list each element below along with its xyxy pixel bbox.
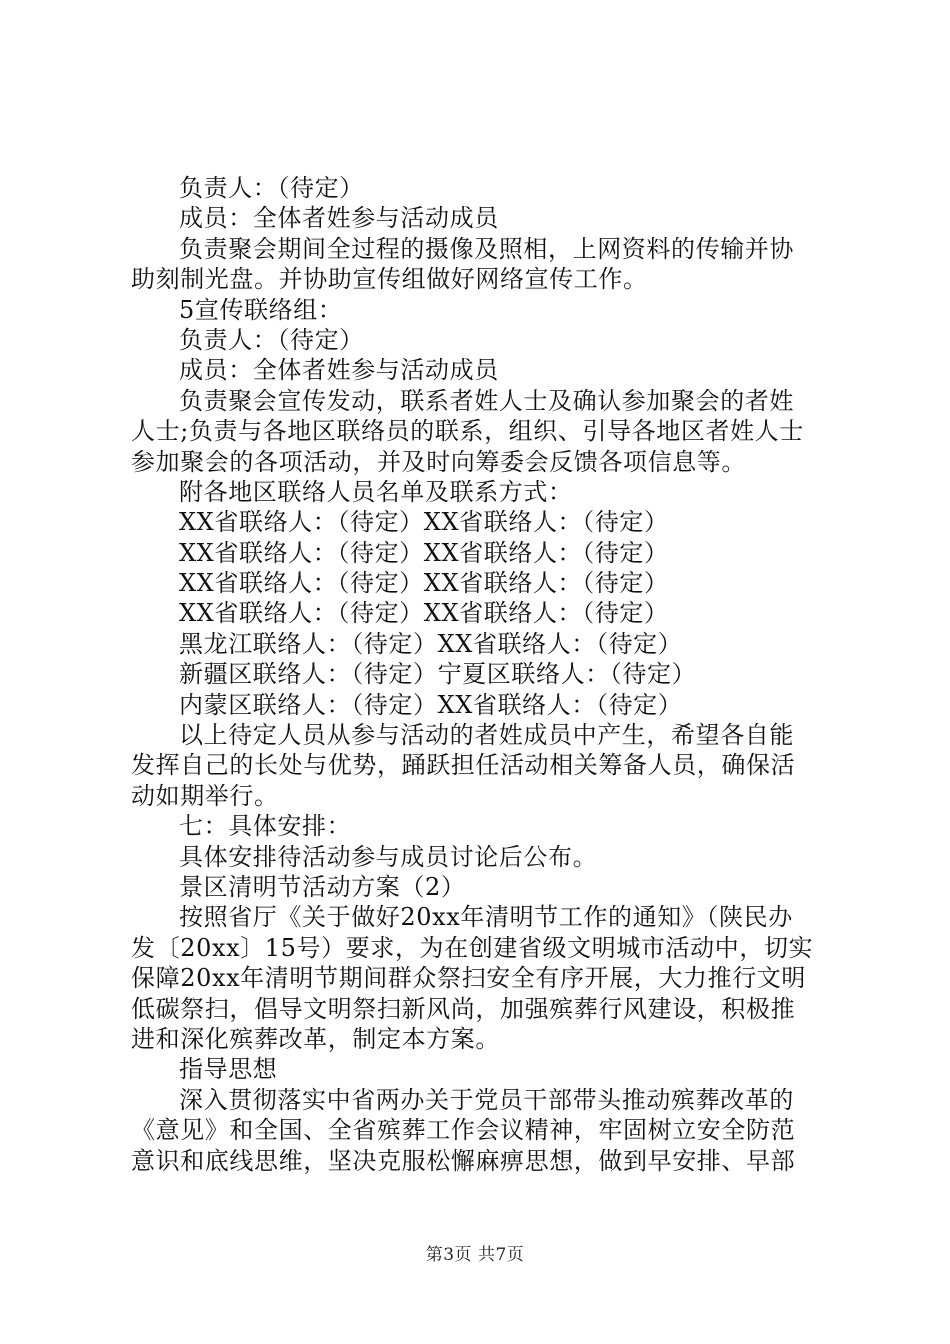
text-line: 深入贯彻落实中省两办关于党员干部带头推动殡葬改革的 <box>179 1085 794 1114</box>
section-heading: 景区清明节活动方案（2） <box>179 872 466 901</box>
text-line: 低碳祭扫，倡导文明祭扫新风尚，加强殡葬行风建设，积极推 <box>131 994 796 1023</box>
contact-line: 黑龙江联络人：（待定）XX省联络人：（待定） <box>179 629 683 658</box>
text-line: 进和深化殡葬改革，制定本方案。 <box>131 1024 500 1053</box>
section-heading: 指导思想 <box>179 1055 278 1084</box>
page-footer: 第3页 共7页 <box>425 1245 525 1265</box>
text-line: 人士;负责与各地区联络员的联系，组织、引导各地区者姓人士 <box>131 417 804 446</box>
document-body <box>131 173 831 1176</box>
text-line: 保障20xx年清明节期间群众祭扫安全有序开展，大力推行文明 <box>131 964 807 993</box>
text-line: 负责人：（待定） <box>179 174 364 202</box>
text-line: 附各地区联络人员名单及联系方式： <box>179 477 573 506</box>
text-line: 助刻制光盘。并协助宣传组做好网络宣传工作。 <box>131 265 648 294</box>
text-line: 负责聚会宣传发动，联系者姓人士及确认参加聚会的者姓 <box>179 386 794 415</box>
text-line: 发〔20xx〕15号）要求，为在创建省级文明城市活动中，切实 <box>131 933 814 962</box>
section-heading: 七：具体安排： <box>179 812 352 841</box>
text-line: 以上待定人员从参与活动的者姓成员中产生，希望各自能 <box>179 721 794 750</box>
contact-line: XX省联络人：（待定）XX省联络人：（待定） <box>179 538 669 567</box>
text-line: 《意见》和全国、全省殡葬工作会议精神，牢固树立安全防范 <box>131 1116 796 1145</box>
contact-line: 内蒙区联络人：（待定）XX省联络人：（待定） <box>179 690 683 719</box>
contact-line: XX省联络人：（待定）XX省联络人：（待定） <box>179 599 669 628</box>
contact-line: XX省联络人：（待定）XX省联络人：（待定） <box>179 508 669 537</box>
text-line: 负责聚会期间全过程的摄像及照相，上网资料的传输并协 <box>179 234 794 263</box>
text-line: 意识和底线思维，坚决克服松懈麻痹思想，做到早安排、早部 <box>131 1146 796 1175</box>
text-line: 参加聚会的各项活动，并及时向筹委会反馈各项信息等。 <box>131 447 746 476</box>
text-line: 成员：全体者姓参与活动成员 <box>179 356 499 385</box>
contact-line: XX省联络人：（待定）XX省联络人：（待定） <box>179 569 669 598</box>
contact-line: 新疆区联络人：（待定）宁夏区联络人：（待定） <box>179 660 697 689</box>
text-line: 负责人：（待定） <box>179 325 364 354</box>
text-line: 发挥自己的长处与优势，踊跃担任活动相关筹备人员，确保活 <box>131 751 796 780</box>
text-line: 具体安排待活动参与成员讨论后公布。 <box>179 842 598 871</box>
text-line: 成员：全体者姓参与活动成员 <box>179 204 499 233</box>
text-line: 按照省厅《关于做好20xx年清明节工作的通知》（陕民办 <box>179 903 793 932</box>
section-heading: 5宣传联络组： <box>179 295 343 324</box>
text-line: 动如期举行。 <box>131 781 279 810</box>
